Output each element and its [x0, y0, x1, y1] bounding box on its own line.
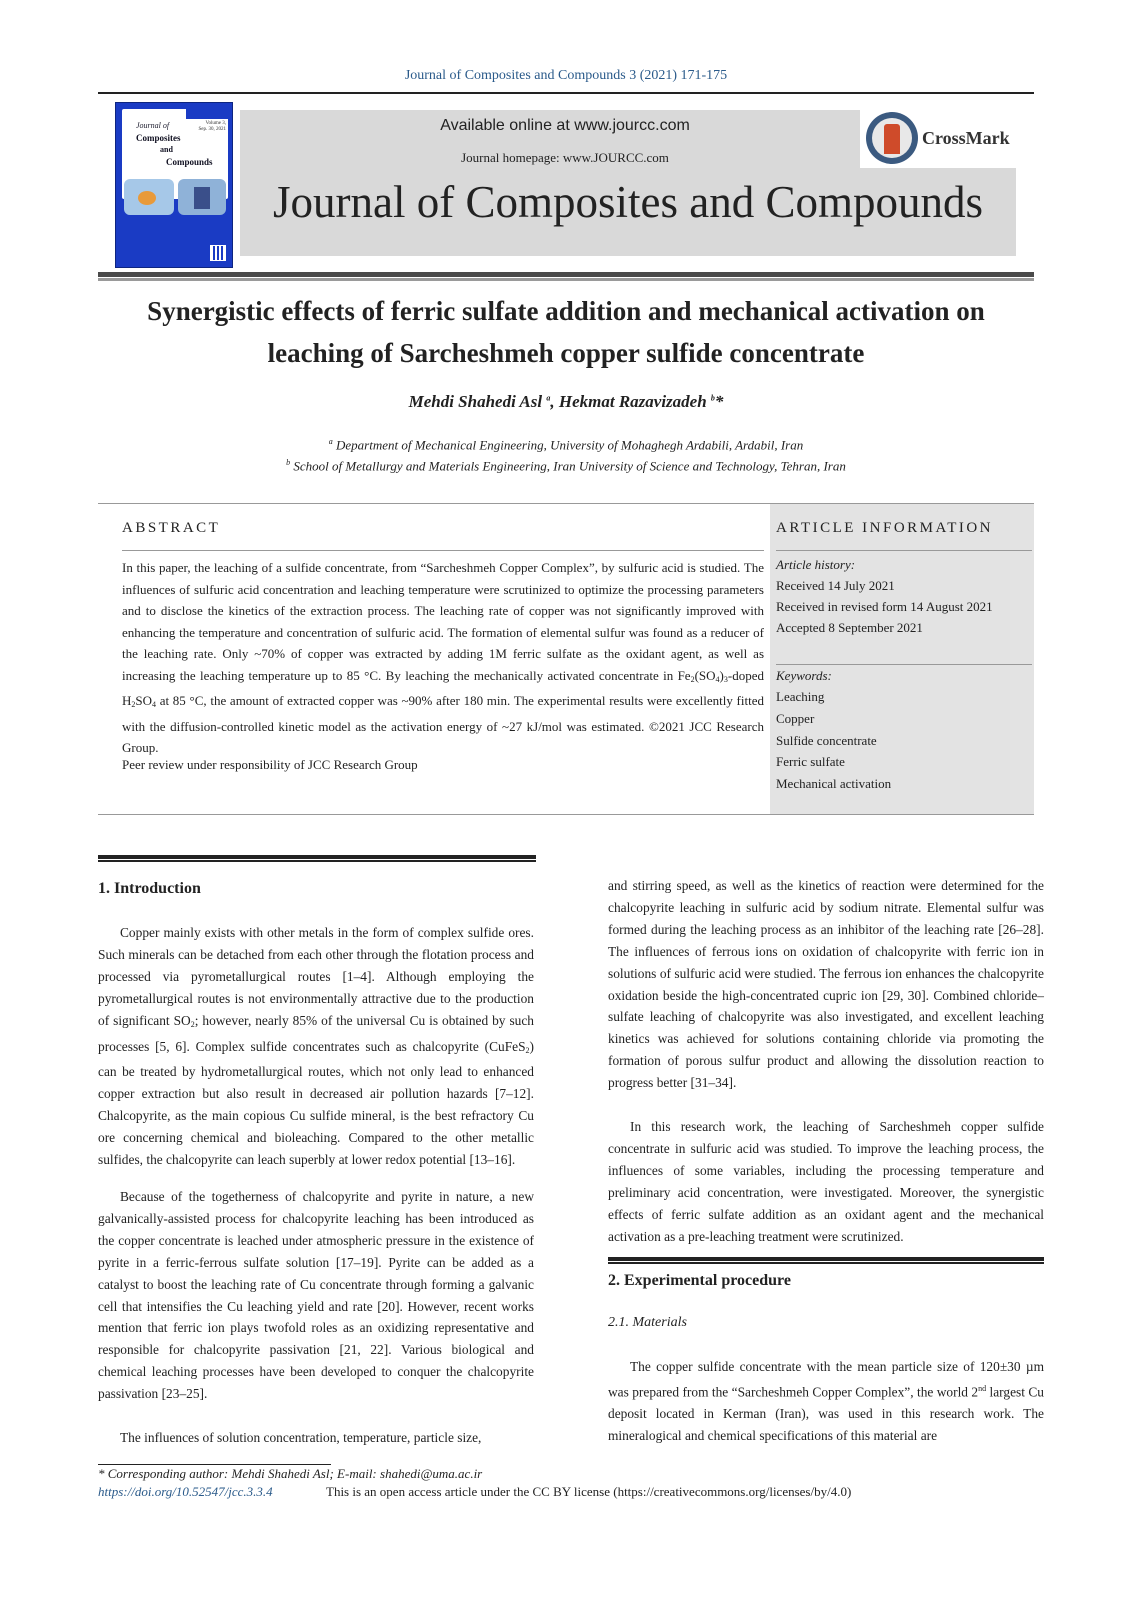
cover-volume: Volume 3, Sep. 30, 2021 — [198, 121, 226, 132]
article-title: Synergistic effects of ferric sulfate addition and mechanical activation on leaching of Sarcheshmeh copper sulfide concentrate — [147, 296, 985, 368]
journal-cover — [115, 102, 233, 268]
affiliation-b: $^b$ School of Metallurgy and Materials Engineering, Iran University of Science and Technology, Tehran, Iran — [286, 458, 846, 474]
peer-review-note: Peer review under responsibility of JCC Research Group — [122, 757, 418, 772]
materials-subheading: 2.1. Materials — [608, 1315, 687, 1330]
license-note: This is an open access article under the CC BY license (https://creativecommons.org/licenses/by/4.0) — [326, 1484, 852, 1499]
running-head: Journal of Composites and Compounds 3 (2021) 171-175 — [404, 68, 728, 83]
header-rule — [98, 272, 1034, 281]
keyword: Copper — [776, 711, 815, 726]
journal-name: Journal of Composites and Compounds — [273, 177, 983, 227]
cover-title-line4: Compounds — [166, 157, 213, 167]
intro-paragraph-4: and stirring speed, as well as the kinetics of reaction were determined for the chalcopyrite leaching in sulfuric acid by sodium nitrate. Elemental sulfur was formed during the leaching process as an inhibitor of the leaching rate [26–28]. The influences of ferrous ions on oxidation of chalcopyrite with ferric ion in solutions of sulfuric acid were studied. The ferrous ion enhances the chalcopyrite oxidation beside the high-concentrated cupric ion [29, 30]. Combined chloride–sulfate leaching of chalcopyrite was also investigated, and excellent leaching kinetics was achieved for solutions containing chloride via promoting the formation of porous sulfur product and allowing the dissolution reaction to progress better [31–34]. — [608, 878, 1044, 1091]
available-online: Available online at www.jourcc.com — [440, 117, 690, 134]
cover-image-2 — [178, 179, 226, 215]
intro-paragraph-2: Because of the togetherness of chalcopyrite and pyrite in nature, a new galvanically-assisted process for chalcopyrite leaching has been introduced as the copper concentrate is leached under atmospheric pressure in the existence of pyrite in a ferric-ferrous sulfate solution [17–19]. Pyrite can be added as a catalyst to boost the leaching rate of Cu concentrate through forming a galvanic cell that intensifies the Cu leaching yield and rate [20]. However, recent works mention that ferric ion plays twofold roles as an oxidizing representative and responsible for chalcopyrite passivation [21, 22]. Various biological and chemical leaching processes have been developed to conquer the chalcopyrite passivation [23–25]. — [98, 1189, 534, 1402]
footnote-rule — [98, 1464, 331, 1465]
intro-section-rule — [98, 855, 536, 862]
cover-ribbon — [186, 105, 228, 119]
introduction-heading: 1. Introduction — [98, 880, 201, 897]
abstract-heading: ABSTRACT — [122, 520, 221, 536]
keyword: Sulfide concentrate — [776, 733, 877, 748]
cover-title-line2: Composites — [136, 133, 181, 143]
abstract-heading-rule — [122, 550, 764, 551]
corresponding-star: * — [714, 392, 724, 411]
crossmark-label[interactable]: CrossMark — [922, 128, 1010, 148]
corresponding-author-note: * Corresponding author: Mehdi Shahedi Asl; E-mail: shahedi@uma.ac.ir — [98, 1466, 483, 1481]
journal-homepage: Journal homepage: www.JOURCC.com — [461, 150, 669, 165]
keyword: Leaching — [776, 689, 825, 704]
doi-link[interactable]: https://doi.org/10.52547/jcc.3.3.4 — [98, 1484, 273, 1499]
intro-paragraph-3: The influences of solution concentration, temperature, particle size, — [120, 1430, 482, 1445]
affiliation-a: $^a$ Department of Mechanical Engineering, University of Mohaghegh Ardabili, Ardabil, Iran — [328, 437, 804, 453]
received-date: Received 14 July 2021 — [776, 578, 895, 593]
cover-image-1 — [124, 179, 174, 215]
cover-title-line1: Journal of — [136, 121, 170, 130]
intro-paragraph-1: Copper mainly exists with other metals in the form of complex sulfide ores. Such minerals can be detached from each other through the flotation process and processed via pyrometallurgical routes [1–4]. Although employing the pyrometallurgical routes is not environmentally attractive due to the production of significant $SO_2$; however, nearly 85% of the universal Cu is obtained by such processes [5, 6]. Complex sulfide concentrates such as chalcopyrite (CuFeS$_2$) can be treated by hydrometallurgical routes, which not only lead to enhanced copper extraction but also result in decreased air pollution hazards [7–12]. Chalcopyrite, as the main copious Cu sulfide mineral, is the best refractory Cu ore concerning chemical and bioleaching. Compared to the other metallic sulfides, the chalcopyrite can leach superbly at lower redox potential [13–16]. — [98, 925, 534, 1168]
author-2-mark: b — [710, 393, 715, 403]
info-rule-1 — [776, 550, 1032, 551]
cover-title-line3: and — [160, 145, 173, 154]
keywords-label: Keywords: — [776, 668, 832, 683]
abstract-text: In this paper, the leaching of a sulfide concentrate, from “Sarcheshmeh Copper Complex”, by sulfuric acid is studied. The influences of sulfuric acid concentration and leaching temperature were scrutinized to optimize the processing parameters and to disclose the kinetics of the extraction process. The leaching rate of copper was not significantly improved with enhancing the temperature and concentration of sulfuric acid. The formation of elemental sulfur was found as a reducer of the leaching rate. Only ~70% of copper was extracted by adding 1M ferric sulfate as the oxidant agent, as well as increasing the leaching temperature up to 85 °C. By leaching the mechanically activated concentrate in $Fe_2(SO_4)_3$-doped $H_2SO_4$ at 85 °C, the amount of extracted copper was ~90% after 180 min. The experimental results were excellently fitted with the diffusion-controlled kinetic model as the activation energy of ~27 kJ/mol was estimated. ©2021 JCC Research Group. — [122, 560, 764, 755]
article-info-heading: ARTICLE INFORMATION — [776, 520, 994, 536]
materials-paragraph: The copper sulfide concentrate with the mean particle size of 120±30 µm was prepared from the “Sarcheshmeh Copper Complex”, the world 2nd largest Cu deposit located in Kerman (Iran), was used in this research work. The mineralogical and chemical specifications of this material are — [608, 1359, 1044, 1444]
revised-date: Received in revised form 14 August 2021 — [776, 599, 993, 614]
experimental-section-rule — [608, 1257, 1044, 1264]
intro-paragraph-5: In this research work, the leaching of Sarcheshmeh copper sulfide concentrate in sulfuric acid was studied. To improve the leaching process, the influences of some variables, including the processing temperature and preliminary acid concentration, were investigated. Moreover, the synergistic effects of ferric sulfate addition as an oxidant agent and the mechanical activation as a pre-leaching treatment were scrutinized. — [608, 1119, 1044, 1244]
info-rule-2 — [776, 664, 1032, 665]
author-2: Hekmat Razavizadeh — [558, 392, 707, 411]
experimental-heading: 2. Experimental procedure — [608, 1272, 791, 1289]
accepted-date: Accepted 8 September 2021 — [776, 620, 923, 635]
author-separator: , — [550, 392, 559, 411]
author-1: Mehdi Shahedi Asl — [408, 392, 543, 411]
author-1-mark: a — [546, 393, 551, 403]
top-rule — [98, 92, 1034, 94]
keyword: Ferric sulfate — [776, 754, 845, 769]
article-history-label: Article history: — [776, 557, 856, 572]
crossmark-icon[interactable] — [866, 112, 918, 164]
abstract-bottom-rule — [98, 814, 1034, 815]
authors — [98, 392, 1034, 412]
keyword: Mechanical activation — [776, 776, 892, 791]
qr-code-icon — [210, 245, 226, 261]
